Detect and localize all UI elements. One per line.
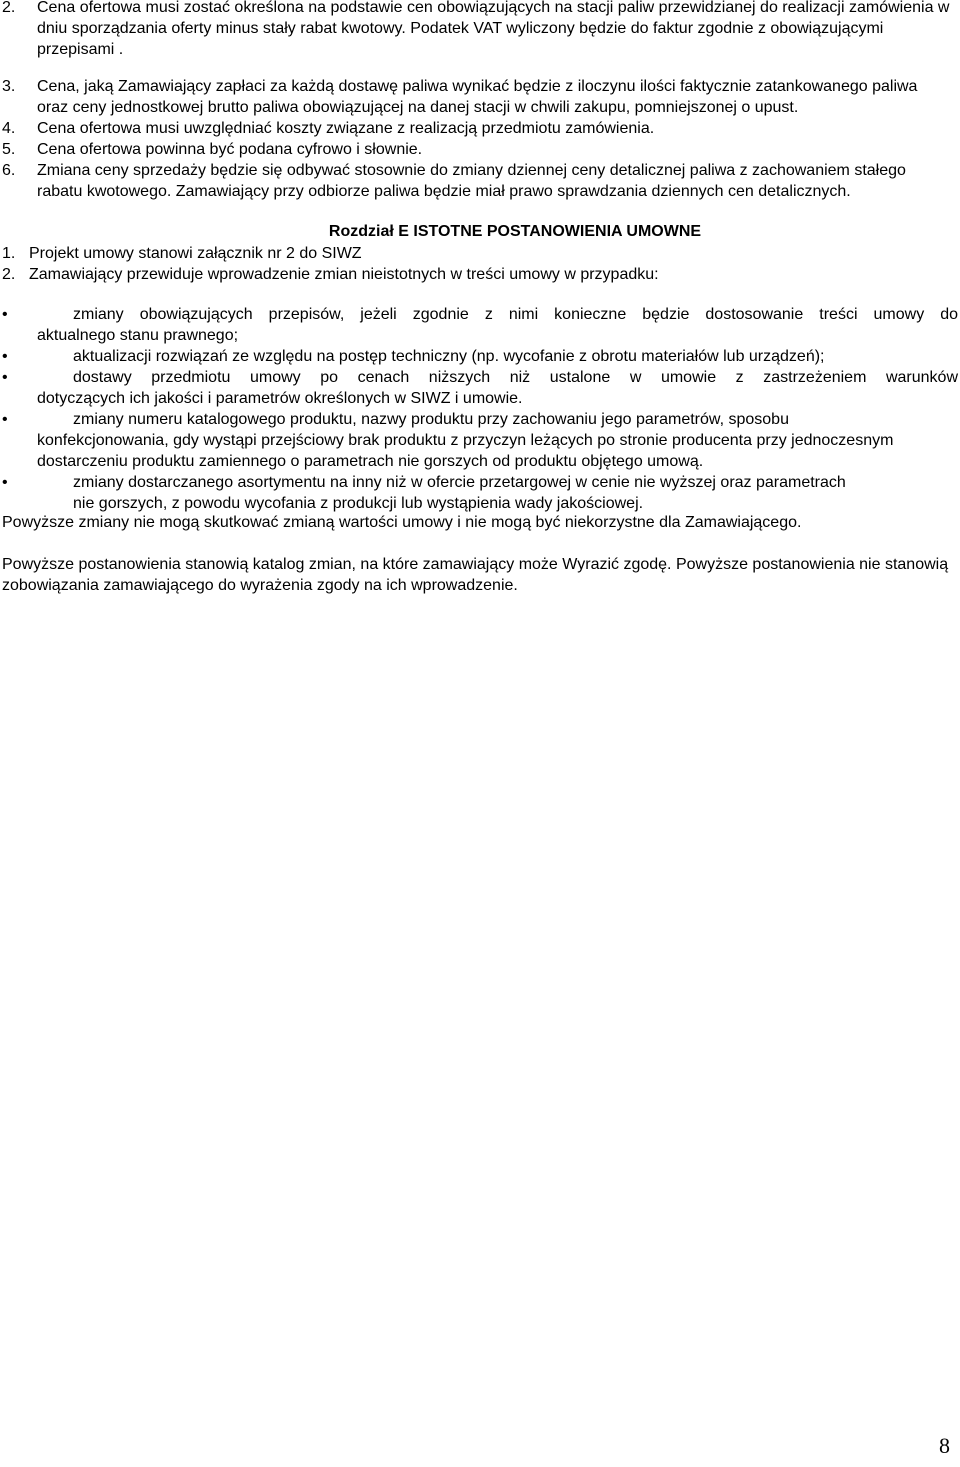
- item-text: Cena ofertowa musi uwzględniać koszty związane z realizacją przedmiotu zamówienia.: [37, 120, 655, 137]
- item-number: 6.: [2, 162, 16, 179]
- list-item: [0, 243, 950, 264]
- bullet-first-line: zmiany dostarczanego asortymentu na inny niż w ofercie przetargowej w cenie nie wyższej oraz parametrach: [73, 474, 846, 491]
- closing-paragraph: Powyższe postanowienia stanowią katalog zmian, na które zamawiający może Wyrazić zgodę. Powyższe postanowienia nie stanowią zobowiązania zamawiającego do wyrażenia zgody na ich wprowadzenie.: [2, 556, 949, 594]
- list-item: [0, 304, 958, 346]
- price-conditions-list: [0, 0, 960, 202]
- bullet-icon: •: [2, 369, 8, 386]
- list-item: [0, 0, 950, 60]
- list-item: [0, 76, 950, 118]
- section-heading: Rozdział E ISTOTNE POSTANOWIENIA UMOWNE: [328, 223, 702, 240]
- list-item: [0, 409, 958, 472]
- changes-bullet-list: [0, 304, 960, 514]
- bullet-first-line: dostawy przedmiotu umowy po cenach niższych niż ustalone w umowie z zastrzeżeniem warunków: [73, 369, 958, 386]
- item-text: Zmiana ceny sprzedaży będzie się odbywać stosownie do zmiany dziennej ceny detalicznej paliwa z zachowaniem stałego rabatu kwotowego. Zamawiający przy odbiorze paliwa będzie miał prawo sprawdzania dziennych cen detalicznych.: [37, 162, 906, 200]
- bullet-icon: •: [2, 411, 8, 428]
- item-number: 2.: [2, 0, 16, 16]
- bullet-icon: •: [2, 474, 8, 491]
- item-number: 3.: [2, 78, 16, 95]
- closing-paragraph: Powyższe zmiany nie mogą skutkować zmianą wartości umowy i nie mogą być niekorzystne dla Zamawiającego.: [2, 514, 802, 531]
- bullet-first-line: zmiany numeru katalogowego produktu, nazwy produktu przy zachowaniu jego parametrów, sposobu: [73, 411, 789, 428]
- bullet-first-line: aktualizacji rozwiązań ze względu na postęp techniczny (np. wycofanie z obrotu materiałów lub urządzeń);: [73, 348, 825, 365]
- list-item: [0, 367, 958, 409]
- section-e-list: [0, 243, 960, 285]
- item-number: 2.: [2, 266, 16, 283]
- item-text: Cena, jaką Zamawiający zapłaci za każdą dostawę paliwa wynikać będzie z iloczynu ilości faktycznie zatankowanego paliwa oraz ceny jednostkowej brutto paliwa obowiązującej na danej stacji w chwili zakupu, pomniejszonej o upust.: [37, 78, 918, 116]
- item-text: Cena ofertowa powinna być podana cyfrowo i słownie.: [37, 141, 423, 158]
- bullet-continuation: dotyczących ich jakości i parametrów określonych w SIWZ i umowie.: [37, 390, 523, 407]
- list-item: [0, 139, 950, 160]
- list-item: [0, 346, 958, 367]
- item-number: 4.: [2, 120, 16, 137]
- item-text: Projekt umowy stanowi załącznik nr 2 do SIWZ: [29, 245, 362, 262]
- list-item: [0, 118, 950, 139]
- item-number: 1.: [2, 245, 16, 262]
- page-number: 8: [939, 1433, 950, 1458]
- bullet-continuation: aktualnego stanu prawnego;: [37, 327, 239, 344]
- list-item: [0, 264, 950, 285]
- item-number: 5.: [2, 141, 16, 158]
- item-text: Zamawiający przewiduje wprowadzenie zmian nieistotnych w treści umowy w przypadku:: [29, 266, 659, 283]
- list-item: [0, 472, 958, 514]
- bullet-icon: •: [2, 348, 8, 365]
- bullet-icon: •: [2, 306, 8, 323]
- bullet-continuation: konfekcjonowania, gdy wystąpi przejściowy brak produktu z przyczyn leżących po stronie producenta przy jednoczesnym dostarczeniu produktu zamiennego o parametrach nie gorszych od produktu objętego umową.: [37, 432, 894, 470]
- item-text: Cena ofertowa musi zostać określona na podstawie cen obowiązujących na stacji paliw przewidzianej do realizacji zamówienia w dniu sporządzania oferty minus stały rabat kwotowy. Podatek VAT wyliczony będzie do faktur zgodnie z obowiązującymi przepisami .: [37, 0, 950, 58]
- list-item: [0, 160, 950, 202]
- bullet-first-line: zmiany obowiązujących przepisów, jeżeli zgodnie z nimi konieczne będzie dostosowanie treści umowy do: [73, 306, 958, 323]
- bullet-continuation: nie gorszych, z powodu wycofania z produkcji lub wystąpienia wady jakościowej.: [73, 495, 644, 512]
